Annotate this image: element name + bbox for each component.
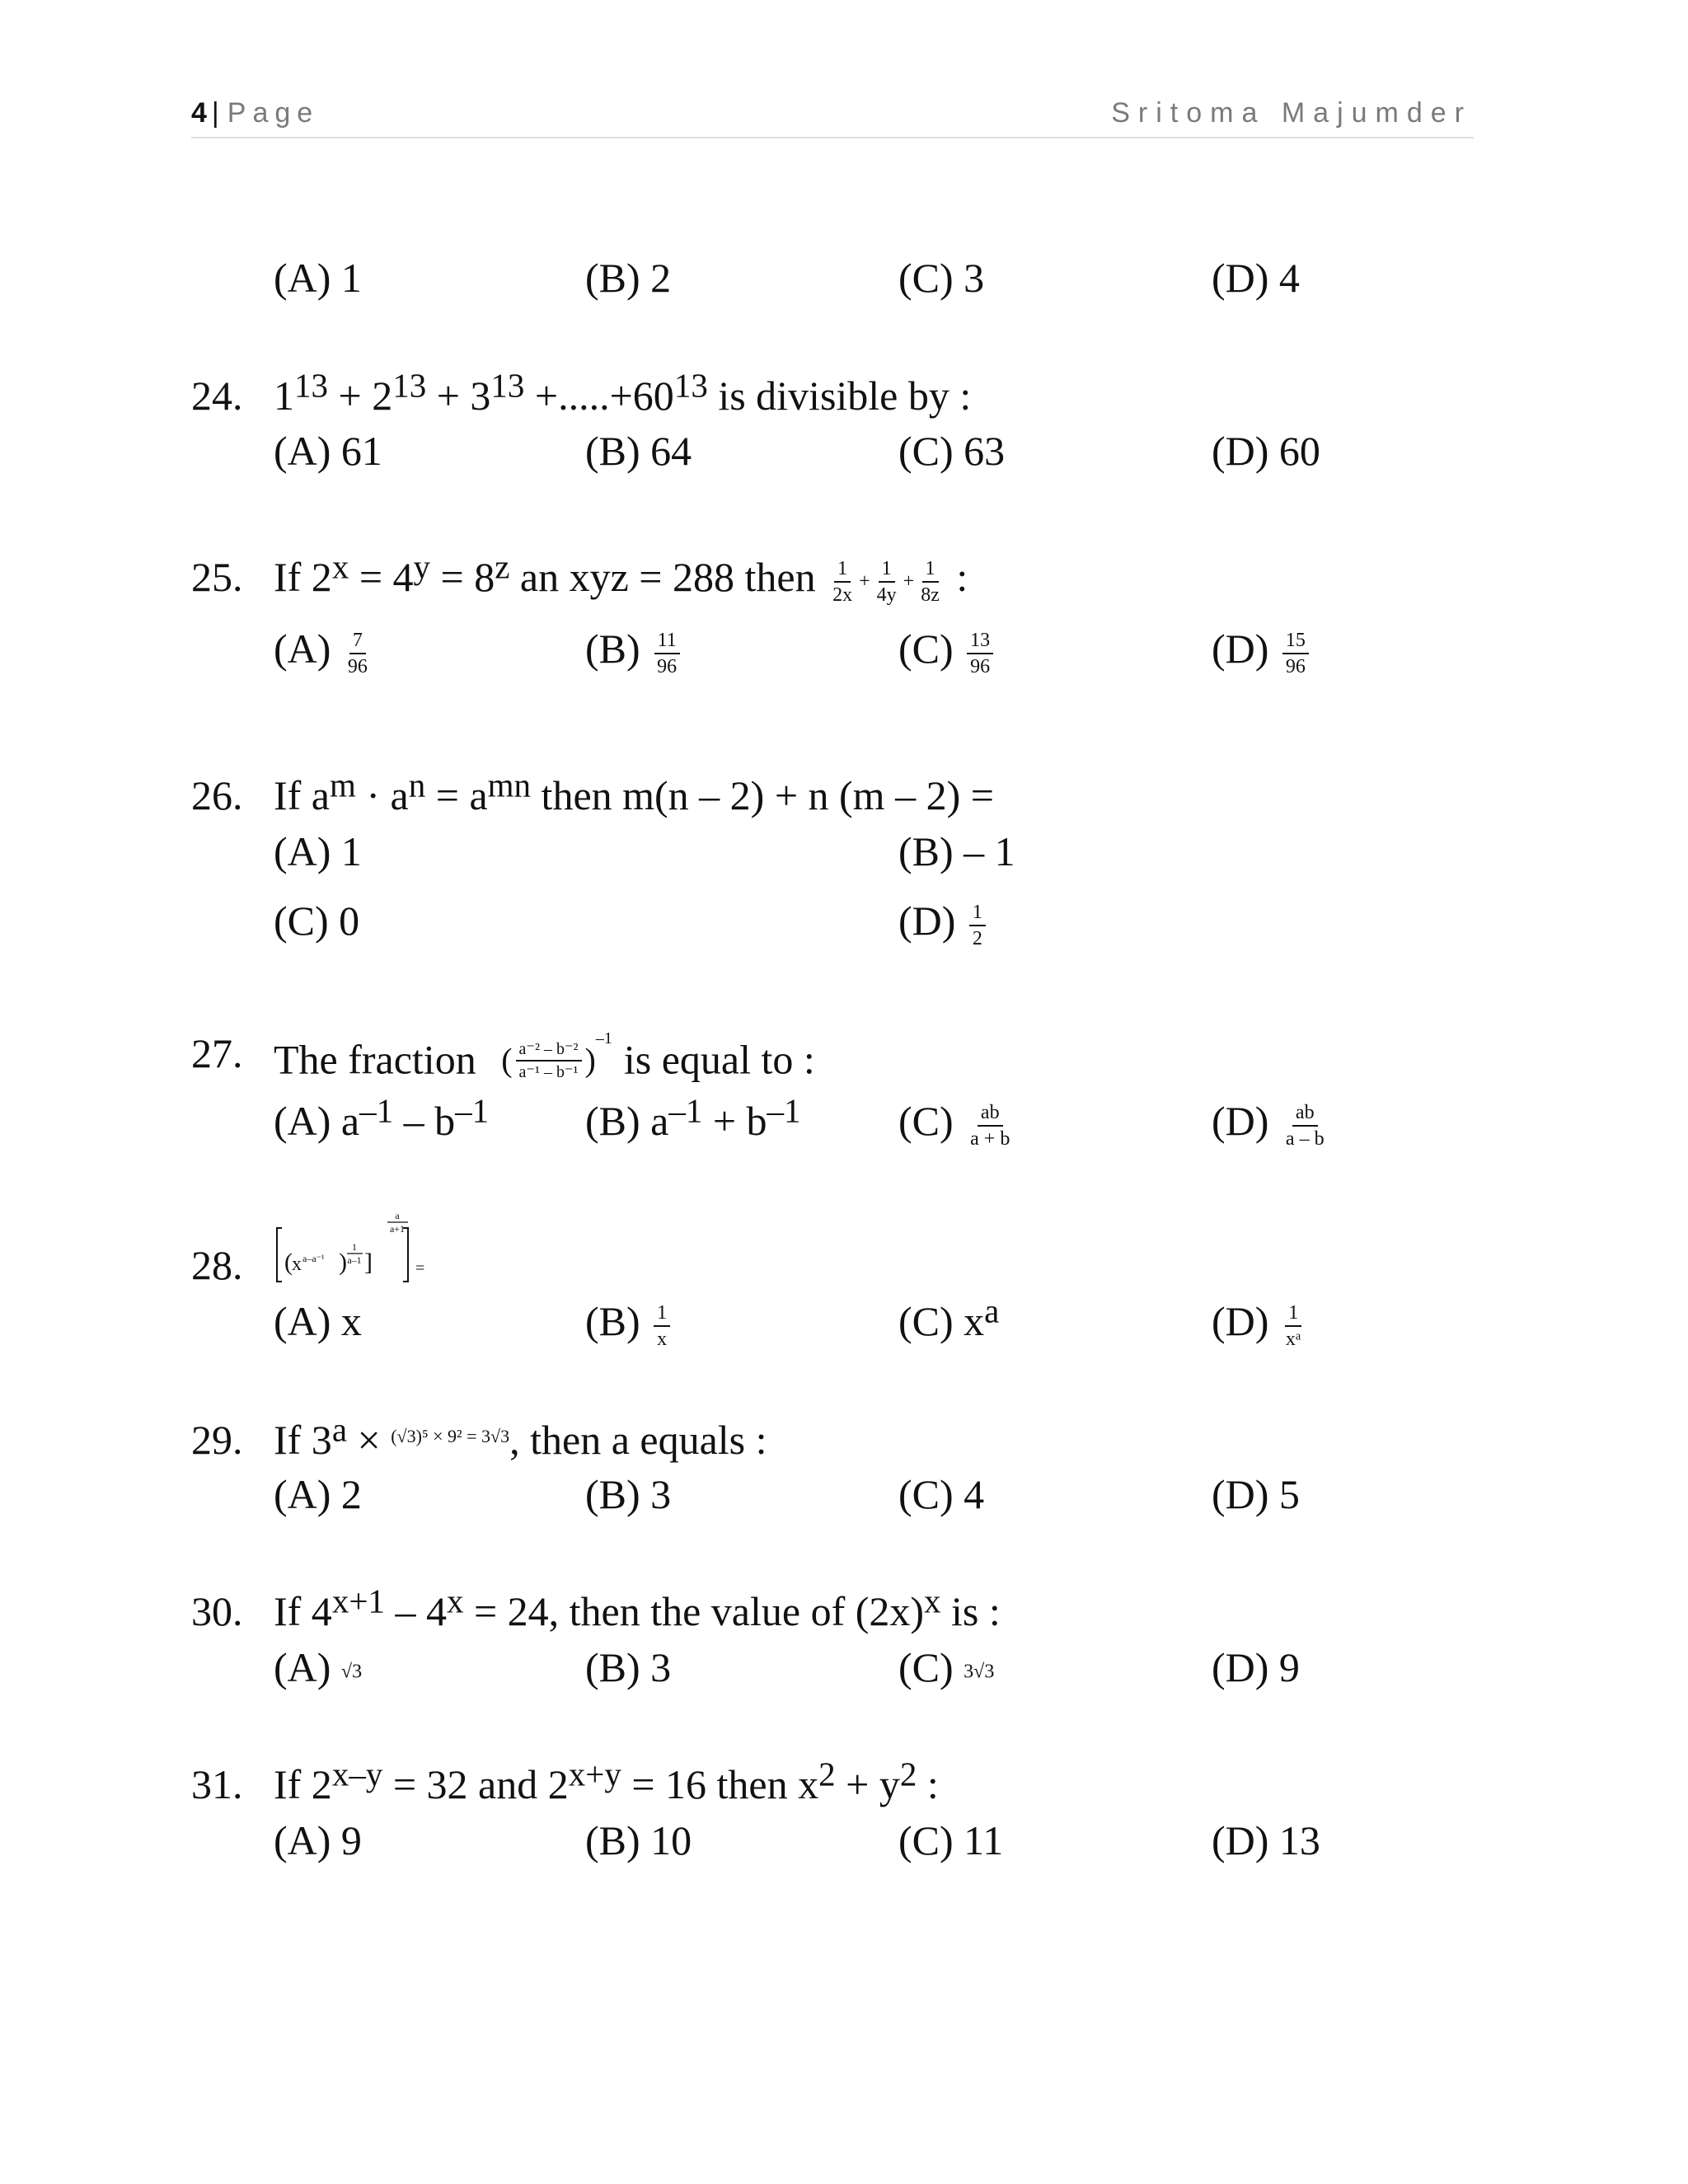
option-a[interactable]: (A) x xyxy=(274,1298,362,1344)
option-b[interactable]: (B) $\frac{1}{x}$ xyxy=(585,1296,673,1349)
question-text: If $2^{x-y} = 32$ and $2^{x+y} = 16$ then $x^2 + y^2$ : xyxy=(274,1755,939,1807)
question-number: 26. xyxy=(191,772,243,818)
option-d[interactable]: (D) $\frac{1}{\text{xᵃ}}$ xyxy=(1212,1298,1301,1350)
option-b[interactable]: (B) $a^{-1} + b^{-1}$ xyxy=(585,1091,801,1144)
question-number: 24. xyxy=(191,373,243,419)
question-number: 31. xyxy=(191,1761,243,1807)
svg-text:(: ( xyxy=(284,1249,293,1276)
question-number: 25. xyxy=(191,554,243,600)
expr-outer-den: a+1 xyxy=(389,1223,406,1235)
question-text: If $a^m \cdot a^n = a^{mn}$ then m(n – 2) + n (m – 2) = xyxy=(274,766,994,818)
option-a[interactable]: (A) 2 xyxy=(274,1471,362,1517)
svg-text:): ) xyxy=(339,1249,347,1276)
fraction: $\frac{1}{8z}$ xyxy=(921,557,940,606)
question-text: If $3^a \times ^{(√3)^5 \times 9^2 = 3√3}$, then a equals : xyxy=(274,1410,767,1463)
option-a[interactable]: (A) 9 xyxy=(274,1817,362,1863)
option-d[interactable]: (D) 4 xyxy=(1212,255,1300,301)
expr-equals: = xyxy=(415,1259,425,1277)
option-d[interactable]: (D) 5 xyxy=(1212,1471,1300,1517)
header-divider xyxy=(191,137,1474,138)
option-a[interactable]: (A) 61 xyxy=(274,428,382,474)
expr-inner-exp: a–a⁻¹ xyxy=(302,1253,325,1264)
option-c[interactable]: (C) 0 xyxy=(274,898,360,944)
option-b[interactable]: (B) $\frac{11}{96}$ xyxy=(585,624,683,677)
option-d[interactable]: (D) 13 xyxy=(1212,1817,1320,1863)
option-b[interactable]: (B) 3 xyxy=(585,1471,672,1517)
question-number: 28. xyxy=(191,1242,243,1288)
option-d[interactable]: (D) 60 xyxy=(1212,428,1320,474)
fraction-expression: ( $\frac{\text{a⁻² – b⁻²}}{\text{a⁻¹ – b⁻¹}}$ )$^{-1}$ xyxy=(501,1029,612,1081)
option-d[interactable]: (D) 9 xyxy=(1212,1644,1300,1690)
option-b[interactable]: (B) 3 xyxy=(585,1644,672,1690)
question-text: The fraction ( $\frac{\text{a⁻² – b⁻²}}{\text{a⁻¹ – b⁻¹}}$ )$^{-1}$ is equal to : xyxy=(274,1029,815,1100)
expr-base: x xyxy=(292,1254,302,1275)
fraction: $\frac{1}{4y}$ xyxy=(876,557,897,606)
option-d[interactable]: (D) $\frac{ab}{a - b}$ xyxy=(1212,1098,1325,1150)
option-a[interactable]: (A) 1 xyxy=(274,828,362,874)
svg-text:]: ] xyxy=(364,1249,373,1276)
option-c[interactable]: (C) 4 xyxy=(898,1471,985,1517)
option-b[interactable]: (B) 10 xyxy=(585,1817,692,1863)
question-text: If $2^x = 4^y = 8^z$ an xyz = 288 then $\frac{1}{2x}$ + $\frac{1}{4y}$ + $\frac{1}{8z}$ : xyxy=(274,547,968,606)
page-number: 4 | Page xyxy=(191,97,320,129)
option-a[interactable]: (A) √3 xyxy=(274,1644,363,1690)
expr-outer-num: a xyxy=(395,1210,400,1221)
option-a[interactable]: (A) $\frac{7}{96}$ xyxy=(274,626,368,677)
option-c[interactable]: (C) $x^a$ xyxy=(898,1291,1000,1344)
expr-frac-num: 1 xyxy=(352,1241,357,1253)
option-a[interactable]: (A) $a^{-1} - b^{-1}$ xyxy=(274,1091,490,1144)
expression: (√3)⁵ × 9² = 3√3 xyxy=(391,1425,510,1446)
expr-frac-den: a–1 xyxy=(347,1254,362,1266)
question-text: If $4^{x+1} - 4^x = 24$, then the value of $(2x)^x$ is : xyxy=(274,1582,1001,1634)
option-b[interactable]: (B) 2 xyxy=(585,255,672,301)
question-number: 27. xyxy=(191,1030,243,1076)
option-a[interactable]: (A) 1 xyxy=(274,255,362,301)
author-name: Sritoma Majumder xyxy=(1111,97,1472,129)
option-d[interactable]: (D) $\frac{15}{96}$ xyxy=(1212,624,1312,677)
option-b[interactable]: (B) 64 xyxy=(585,428,692,474)
question-number: 29. xyxy=(191,1417,243,1463)
option-b[interactable]: (B) – 1 xyxy=(898,828,1015,874)
option-c[interactable]: (C) 11 xyxy=(898,1817,1004,1863)
option-d[interactable]: (D) $\frac{1}{2}$ xyxy=(898,896,989,949)
fraction: $\frac{1}{2x}$ xyxy=(832,557,853,606)
option-c[interactable]: (C) 63 xyxy=(898,428,1006,474)
option-c[interactable]: (C) 3 xyxy=(898,255,985,301)
option-c[interactable]: (C) 3√3 xyxy=(898,1644,995,1690)
question-number: 30. xyxy=(191,1588,243,1634)
option-c[interactable]: (C) $\frac{13}{96}$ xyxy=(898,624,996,677)
question-text: $1^{13} + 2^{13} + 3^{13} +.....+60^{13}$ is divisible by : xyxy=(274,366,972,419)
option-c[interactable]: (C) $\frac{ab}{a + b}$ xyxy=(898,1098,1010,1150)
exponent-expression xyxy=(274,1199,455,1290)
